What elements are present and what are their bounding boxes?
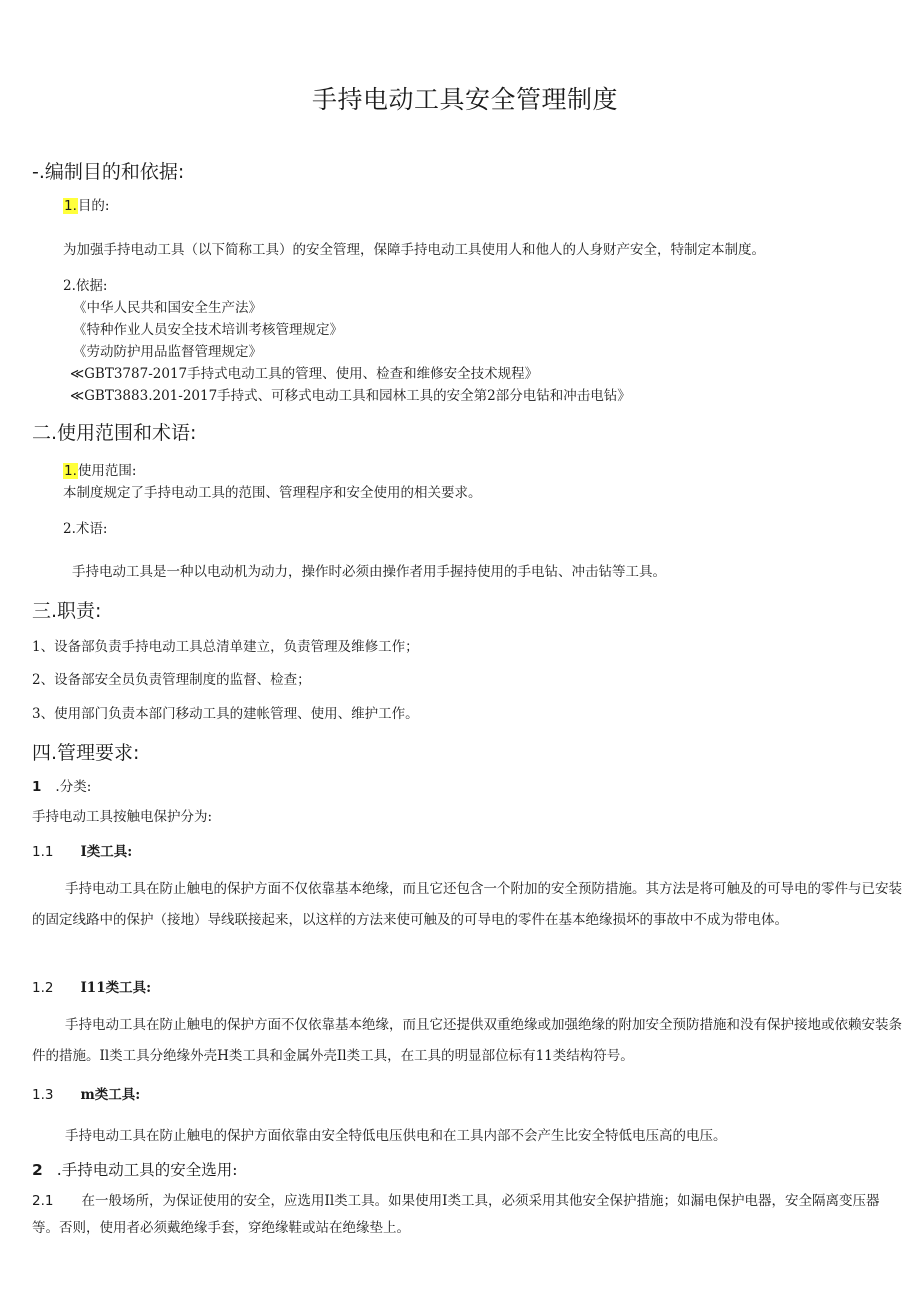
class-3-text: 手持电动工具在防止触电的保护方面依靠由安全特低电压供电和在工具内部不会产生比安全特低电压高的电压。 xyxy=(65,1128,727,1144)
basis-label: 2.依据: xyxy=(63,278,108,294)
scope-item xyxy=(63,459,136,479)
term-text: 手持电动工具是一种以电动机为动力，操作时必须由操作者用手握持使用的手电钻、冲击钻等工具。 xyxy=(72,564,666,580)
basis-item-2: 《特种作业人员安全技术培训考核管理规定》 xyxy=(73,322,343,338)
class-1-heading xyxy=(32,840,132,860)
class-2-label: I11类工具: xyxy=(80,980,152,996)
class-3-heading xyxy=(32,1083,140,1103)
section-2-heading: 二.使用范围和术语: xyxy=(32,422,197,444)
basis-item-3: 《劳动防护用品监督管理规定》 xyxy=(73,344,262,360)
duty-item-3: 3、使用部门负责本部门移动工具的建帐管理、使用、维护工作。 xyxy=(32,706,419,722)
basis-item-5: ≪GBT3883.201-2017手持式、可移式电动工具和园林工具的安全第2部分电钻和冲击电钻》 xyxy=(70,388,631,404)
para-2-1-text: 在一般场所，为保证使用的安全，应选用Il类工具。如果使用I类工具，必须采用其他安全保护措施；如漏电保护电器，安全隔离变压器等。否则，使用者必须戴绝缘手套，穿绝缘鞋或站在绝缘垫上。 xyxy=(32,1193,880,1236)
classification-intro: 手持电动工具按触电保护分为: xyxy=(32,809,213,825)
purpose-number: 1. xyxy=(64,198,77,214)
class-2-text: 手持电动工具在防止触电的保护方面不仅依靠基本绝缘，而且它还提供双重绝缘或加强绝缘的附加安全预防措施和没有保护接地或依赖安装条件的措施。Il类工具分绝缘外壳H类工具和金属外壳Il类工具，在工具的明显部位标有11类结构符号。 xyxy=(32,1017,902,1064)
duty-item-2: 2、设备部安全员负责管理制度的监督、检查； xyxy=(32,672,311,688)
scope-text: 本制度规定了手持电动工具的范围、管理程序和安全使用的相关要求。 xyxy=(63,485,482,501)
class-1-number: 1.1 xyxy=(32,844,54,860)
basis-item-1: 《中华人民共和国安全生产法》 xyxy=(73,300,262,316)
purpose-item xyxy=(63,194,109,214)
class-3-number: 1.3 xyxy=(32,1087,54,1103)
subsection-2-heading xyxy=(32,1158,237,1180)
subsection-2-number: 2 xyxy=(32,1161,43,1179)
class-2-heading xyxy=(32,976,151,996)
para-2-1-number: 2.1 xyxy=(32,1193,54,1209)
subsection-1-label: .分类: xyxy=(55,779,92,795)
purpose-label: 目的: xyxy=(77,198,110,214)
class-3-label: m类工具: xyxy=(80,1087,141,1103)
section-1-heading: -.编制目的和依据: xyxy=(32,161,185,183)
class-1-text: 手持电动工具在防止触电的保护方面不仅依靠基本绝缘，而且它还包含一个附加的安全预防措施。其方法是将可触及的可导电的零件与已安装的固定线路中的保护（接地）导线联接起来，以这样的方法来使可触及的可导电的零件在基本绝缘损坏的事故中不成为带电体。 xyxy=(32,881,902,928)
duty-item-1: 1、设备部负责手持电动工具总清单建立，负责管理及维修工作； xyxy=(32,639,419,655)
para-2-1 xyxy=(32,1188,904,1242)
scope-label: 使用范围: xyxy=(77,463,137,479)
purpose-text: 为加强手持电动工具（以下简称工具）的安全管理，保障手持电动工具使用人和他人的人身财产安全，特制定本制度。 xyxy=(63,242,765,258)
scope-number: 1. xyxy=(64,463,77,479)
subsection-1-number: 1 xyxy=(32,779,42,795)
page-title: 手持电动工具安全管理制度 xyxy=(312,85,619,114)
basis-item-4: ≪GBT3787-2017手持式电动工具的管理、使用、检查和维修安全技术规程》 xyxy=(70,366,539,382)
section-4-heading: 四.管理要求: xyxy=(32,742,140,764)
subsection-1-heading xyxy=(32,775,91,795)
subsection-2-label: .手持电动工具的安全选用: xyxy=(56,1161,238,1179)
section-3-heading: 三.职责: xyxy=(32,600,102,622)
class-2-number: 1.2 xyxy=(32,980,54,996)
term-label: 2.术语: xyxy=(63,521,108,537)
class-1-label: I类工具: xyxy=(80,844,133,860)
